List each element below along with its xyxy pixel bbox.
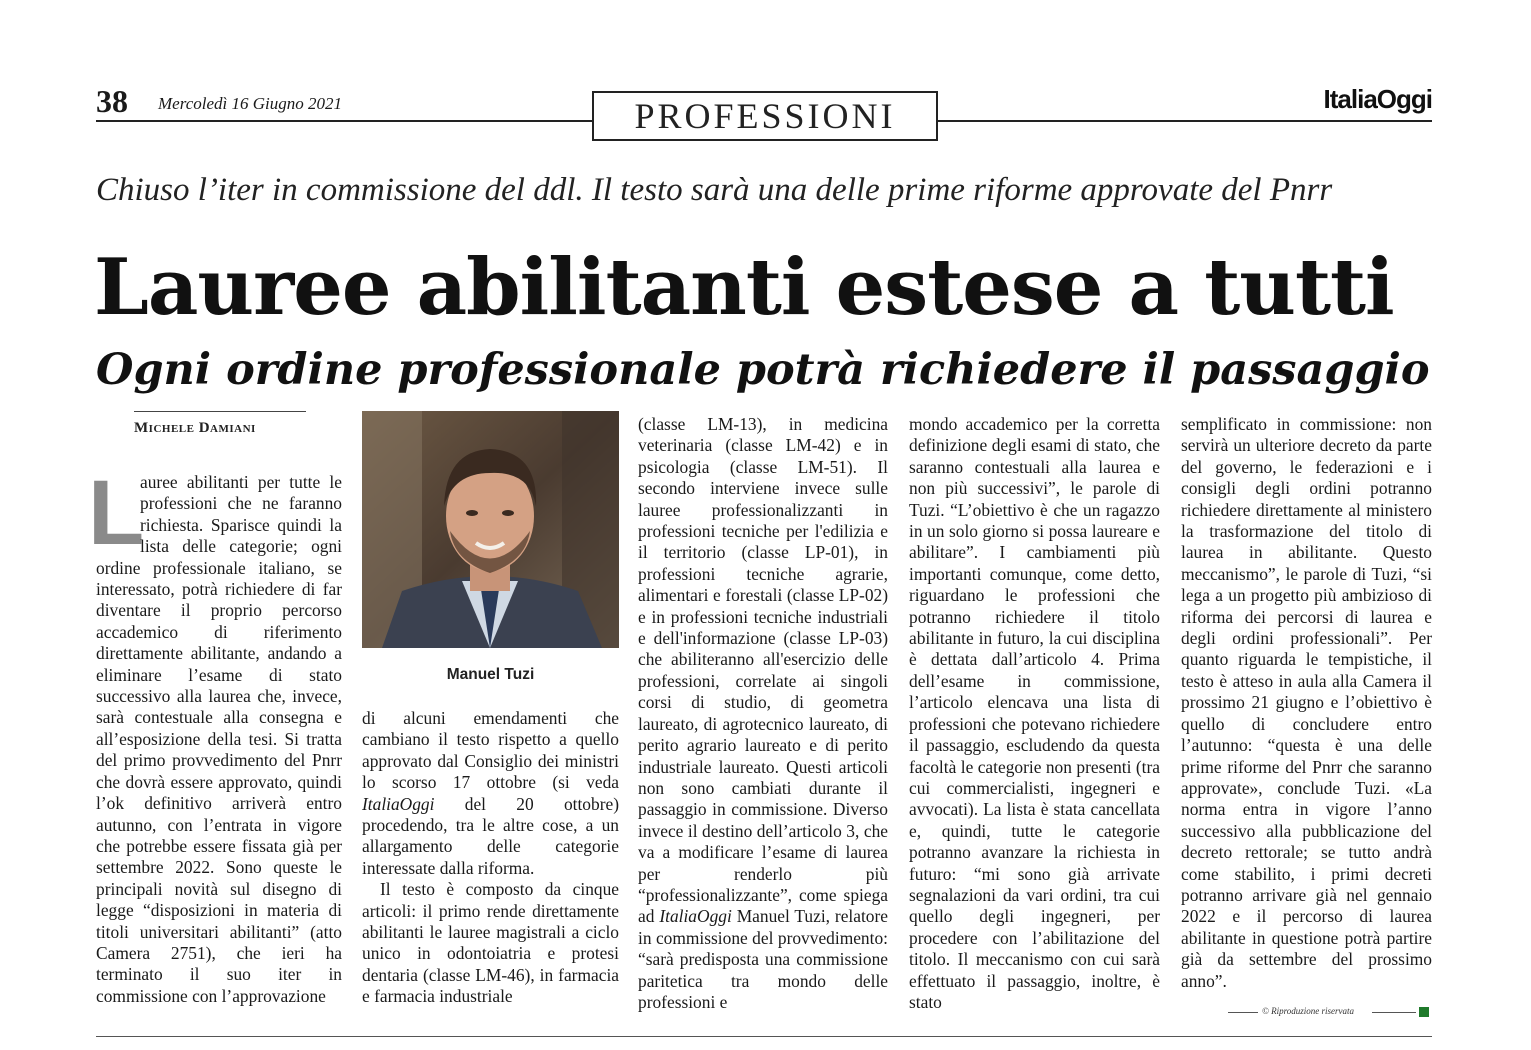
end-square-icon <box>1419 1007 1429 1017</box>
credit-rule-right <box>1372 1012 1416 1013</box>
page-number: 38 <box>96 83 128 119</box>
column-2-paragraph-1 <box>362 708 619 879</box>
issue-date: Mercoledì 16 Giugno 2021 <box>158 94 342 113</box>
author-photo <box>362 411 619 648</box>
article-kicker: Chiuso l’iter in commissione del ddl. Il testo sarà una delle prime riforme approvate del Pnrr <box>96 172 1333 208</box>
article-subhead: Ogni ordine professionale potrà richiedere il passaggio <box>96 345 1430 395</box>
publication-name: ItaliaOggi <box>362 793 435 814</box>
publication-name: ItaliaOggi <box>659 906 732 927</box>
column-2-text-b: del 20 ottobre) procedendo, tra le altre cose, a un allargamento delle categorie interessate dalla riforma. <box>362 793 619 878</box>
article-headline: Lauree abilitanti estese a tutti <box>94 242 1394 333</box>
column-3-text-a: (classe LM-13), in medicina veterinaria (classe LM-42) e in psicologia (classe LM-51). Il secondo interviene invece sulle lauree professionalizzanti in professioni tecniche per l'edilizia e il territorio (classe LP-01), in professioni tecniche agrarie, alimentari e forestali (classe LP-02) e in professioni tecniche industriali e dell'informazione (classe LP-03) che abiliteranno all'esercizio delle professioni, correlate ai singoli corsi di studio, di geometra laureato, di agrotecnico laureato, di perito agrario laureato e di perito industriale laureato. Questi articoli non sono cambiati durante il passaggio in commissione. Diverso invece il destino dell’articolo 3, che va a modificare l’esame di laurea per renderlo più “professionalizzante”, come spiega ad <box>638 414 888 927</box>
drop-cap: L <box>88 462 145 564</box>
column-5-text: semplificato in commissione: non servirà un ulteriore decreto da parte del governo, le federazioni e i consigli degli ordini potranno richiedere direttamente al ministero la trasformazione del titolo di laurea in abilitante. Questo meccanismo”, le parole di Tuzi, “si lega a un progetto più ambizioso di riforma dei percorsi di laurea e degli ordini professionali”. Per quanto riguarda le tempistiche, il testo è atteso in aula alla Camera il prossimo 21 giugno e l’obiettivo è quello di concludere entro l’autunno: “questa è una delle prime riforme del Pnrr che saranno approvate», conclude Tuzi. «La norma entra in vigore l’anno successivo alla pubblicazione del decreto rettorale; se tutto andrà come stabilito, i primi decreti potranno arrivare già nel gennaio 2022 e il percorso di laurea abilitante in questione potrà partire già da settembre del prossimo anno”. <box>1181 414 1432 991</box>
portrait-image <box>362 411 619 648</box>
section-title: PROFESSIONI <box>592 91 938 141</box>
column-4 <box>909 414 1160 1013</box>
column-2-text-a: di alcuni emendamenti che cambiano il testo rispetto a quello approvato dal Consiglio dei ministri lo scorso 17 ottobre (si veda <box>362 708 619 793</box>
column-3 <box>638 414 888 1013</box>
page-header <box>96 84 1432 142</box>
header-rule-left <box>96 120 592 122</box>
column-3-text <box>638 414 888 1013</box>
photo-caption: Manuel Tuzi <box>446 666 535 683</box>
column-2 <box>362 708 619 1008</box>
column-5 <box>1181 414 1432 992</box>
copyright-credit: © Riproduzione riservata <box>1262 1006 1354 1016</box>
bottom-rule <box>96 1036 1432 1037</box>
column-4-text: mondo accademico per la corretta definizione degli esami di stato, che saranno contestuali alla laurea e non più successivi”, le parole di Tuzi. “L’obiettivo è che un ragazzo in un solo giorno si possa laureare e abilitare”. I cambiamenti più importanti comunque, come detto, riguardano le professioni che potranno richiedere il titolo abilitante in futuro, la cui disciplina è dettata dall’articolo 4. Prima dell’esame in commissione, l’articolo elencava una lista di professioni che potevano richiedere il passaggio, escludendo da questa facoltà le categorie non presenti (tra cui commercialisti, ingegneri e avvocati). La lista è stata cancellata e, quindi, tutte le categorie potranno avanzare la richiesta in futuro: “mi sono già arrivate segnalazioni da vari ordini, tra cui quello degli ingegneri, per procedere con l’abilitazione del titolo. Il meccanismo con cui sarà effettuato il passaggio, inoltre, è stato <box>909 414 1160 1012</box>
column-1-text: auree abilitanti per tutte le professioni che ne faranno richiesta. Sparisce quindi la lista delle categorie; ogni ordine professionale italiano, se interessato, potrà richiedere di far diventare il proprio percorso accademico di riferimento direttamente abilitante, andando a eliminare l’esame di stato successivo alla laurea che, invece, sarà contestuale alla consegna e all’esposizione della tesi. Si tratta del primo provvedimento del Pnrr che dovrà essere approvato, quindi l’ok definitivo arriverà entro autunno, con l’entrata in vigore che potrebbe essere fissata già per settembre 2022. Sono queste le principali novità sul disegno di legge “disposizioni in materia di titoli universitari abilitanti” (atto Camera 2751), che ieri ha terminato il suo iter in commissione con l’approvazione <box>96 472 342 1006</box>
header-rule-right <box>938 120 1432 122</box>
credit-rule-left <box>1228 1012 1258 1013</box>
newspaper-logo: ItaliaOggi <box>1323 84 1432 114</box>
column-1 <box>88 462 342 1007</box>
author-rule <box>134 411 306 412</box>
column-3-text-b: Manuel Tuzi, relatore in commissione del provvedimento: “sarà predisposta una commissione paritetica tra mondo delle professioni e <box>638 906 889 1012</box>
column-2-paragraph-2: Il testo è composto da cinque articoli: il primo rende direttamente abilitanti le lauree magistrali a ciclo unico in odontoiatria e protesi dentaria (classe LM-46), in farmacia e farmacia industriale <box>362 879 619 1007</box>
author-byline: Michele Damiani <box>134 420 256 436</box>
